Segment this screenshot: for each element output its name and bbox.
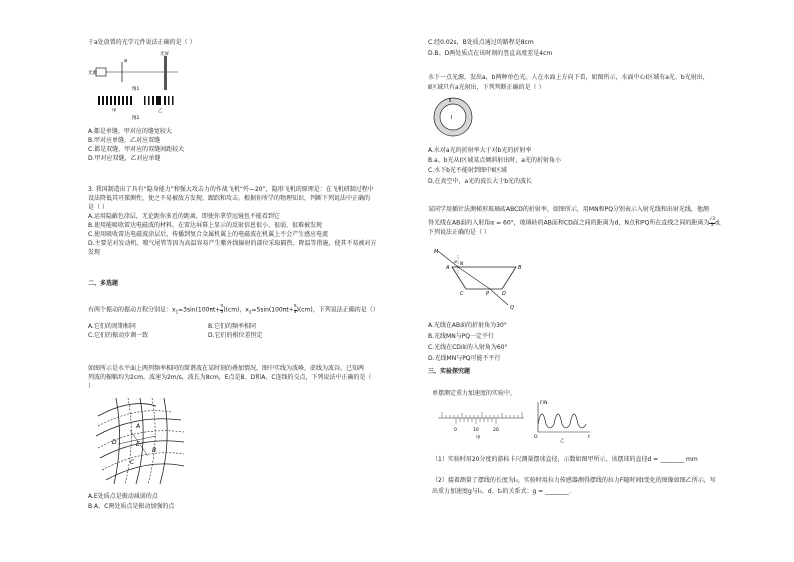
option-a: A.都是单缝，甲对应的缝宽较大 bbox=[88, 128, 172, 135]
ruler-tick-20: 20 bbox=[493, 428, 499, 433]
vernier-caliper-figure bbox=[436, 402, 526, 442]
q7-option-b: B.光线MN与PQ一定平行 bbox=[428, 333, 495, 340]
fig-label-jia: 甲 bbox=[476, 436, 481, 441]
label-a: A bbox=[446, 265, 450, 271]
label-m: M bbox=[434, 249, 439, 255]
ruler-tick-10: 10 bbox=[473, 428, 479, 433]
q5-option-d: D.B、D两处质点在该时刻的竖直高度差是4cm bbox=[428, 50, 553, 57]
q8-stem: 单摆测定重力加速度的实验中， bbox=[432, 390, 517, 397]
point-label-b: B bbox=[152, 447, 157, 454]
label-alpha: α bbox=[454, 260, 457, 265]
fringe-pattern-yi bbox=[144, 96, 174, 105]
q5-line: ） bbox=[88, 383, 95, 390]
point-label-c: C bbox=[130, 459, 135, 466]
q6-option-a: A.水对a光的折射率大于对b光的折射率 bbox=[428, 147, 532, 154]
fig1-caption: 图1 bbox=[132, 87, 140, 92]
fig2-caption: 图2 bbox=[132, 116, 140, 120]
label-p: P bbox=[486, 291, 490, 297]
axis-label-t: t bbox=[588, 435, 590, 440]
label-q: Q bbox=[510, 305, 514, 311]
q6-line: 水下一点光源，发出a、b两种单色光。人在水面上方向下看，如图所示，水面中心Ⅰ区域有a光、b光射出， bbox=[428, 74, 709, 81]
q5-line: 如图所示是水平面上两列频率相同的简谐波在某时刻的叠加情况，图中实线为波峰，虚线为波谷。已知两 bbox=[88, 365, 365, 372]
q8-part2-line2: 出重力加速度g与l₀、d、t₀的关系式：g = ________. bbox=[432, 488, 572, 495]
q6-option-d: D.在真空中，a光的波长大于b光的波长 bbox=[428, 178, 533, 185]
label-n: N bbox=[460, 262, 464, 267]
option-c: C.都是双缝，甲对应的双缝间距较大 bbox=[88, 146, 185, 153]
trapezoid-glass-figure bbox=[434, 245, 544, 317]
q3-line: 是（ ） bbox=[88, 204, 108, 211]
q6-option-c: C.水下b光不能射到图中Ⅱ区域 bbox=[428, 167, 507, 174]
water-surface-regions-figure bbox=[432, 96, 474, 138]
force-curve bbox=[538, 414, 586, 428]
q7-line: 得光线在AB面的入射角α = 60°，玻璃砖的AB面和CD面之间的距离为d，N点和PQ所在直线之间的距离为 $\frac{√3}{3}$ d， bbox=[428, 217, 725, 228]
force-time-graph bbox=[532, 398, 592, 444]
q3-option-a: A.运用隐蔽色涂层，无论距你多近的距离，即使你拿望远镜也不能看到它 bbox=[88, 213, 280, 220]
q5-line: 列波的振幅均为2cm，波速为2m/s，波长为8cm，E点是B、D和A、C连线的交点，下列说法中正确的是（ bbox=[88, 374, 372, 381]
q6-line: Ⅱ区域只有a光射出，下列判断正确的是（ ） bbox=[428, 84, 545, 91]
option-d: D.甲对应双缝，乙对应单缝 bbox=[88, 155, 161, 162]
q3-option-b: B.使用能吸收雷达电磁波的材料，在雷达屏幕上显示的反射信息很小、很弱，很难被发现 bbox=[88, 222, 323, 229]
region-i bbox=[440, 104, 466, 130]
fraction: $\frac{√3}{3}$ bbox=[709, 217, 716, 228]
q8-part1: （1）实验时用20分度的游标卡尺测量摆球直径，示数如图甲所示，该摆球的直径d = ________ mm bbox=[432, 456, 698, 463]
point-label-d: D bbox=[112, 439, 117, 446]
q4-option-d: D.它们的相位差恒定 bbox=[208, 332, 263, 339]
fringe-label-jia: 甲 bbox=[112, 109, 117, 114]
q4-option-b: B.它们的频率相同 bbox=[208, 323, 257, 330]
question-stem: 于a处放置的光学元件说法正确的是（ ） bbox=[88, 39, 196, 46]
q6-option-b: B.a、b光从Ⅰ区域某点倾斜射出时，a光的折射角小 bbox=[428, 157, 561, 164]
element-a-label: a bbox=[124, 58, 128, 64]
region-i-label: Ⅰ bbox=[451, 115, 453, 121]
optics-setup-figure bbox=[88, 50, 198, 120]
q7-option-a: A.光线在AB面的折射角为30° bbox=[428, 322, 507, 329]
option-b: B.甲对应单缝，乙对应双缝 bbox=[88, 137, 161, 144]
q3-option-c: C.使用吸收雷达电磁波涂层后，传播到复合金属机翼上的电磁波在机翼上不会产生感应电流 bbox=[88, 231, 329, 238]
label-b: B bbox=[518, 265, 522, 271]
wave-interference-figure bbox=[96, 396, 186, 486]
screen-label: 光屏 bbox=[160, 52, 169, 57]
q4-stem: 有两个振动的振动方程分别是：$x_1=3\sin(100\pi t+$ $\frac{\pi}{3}$ )(cm)，$x_2=5\sin(100\pi t+$ $\frac{\pi}{4}$ )(cm)，下列说法正确的是（） bbox=[88, 304, 379, 315]
q5-option-a: A.E处质点是振动减弱的点 bbox=[88, 493, 158, 500]
point-label-a: A bbox=[136, 423, 141, 430]
q7-option-d: D.光线MN与PQ可能不平行 bbox=[428, 355, 501, 362]
glass-trapezoid bbox=[452, 267, 516, 289]
axis-label-f: F/N bbox=[540, 401, 548, 406]
light-source-box bbox=[96, 68, 106, 76]
fringe-pattern-jia bbox=[98, 96, 132, 105]
fraction: $\frac{\pi}{4}$ bbox=[293, 304, 297, 315]
q3-option-d-cont: 发现 bbox=[88, 249, 101, 256]
label-d: D bbox=[502, 291, 506, 297]
q3-option-d: D.主要是对发动机、喷气尾管等因为高温容易产生紫外线辐射的部位采取隔热、降温等措施，使其不易被对方 bbox=[88, 240, 377, 247]
label-c: C bbox=[460, 291, 464, 297]
q7-line: 下列说法正确的是（ ） bbox=[428, 229, 490, 236]
light-source-label: 光源 bbox=[88, 71, 97, 76]
fig-label-yi: 乙 bbox=[560, 439, 565, 444]
ruler-tick-0: 0 bbox=[454, 428, 457, 433]
q4-option-c: C.它们的振动步调一致 bbox=[88, 332, 149, 339]
q5-option-b: B.A、C两处质点是振动加强的点 bbox=[88, 503, 175, 510]
screen-bar bbox=[164, 56, 167, 90]
q8-part2-line1: （2）接着测量了摆线的长度为l₀，实验时用拉力传感器测得摆线的拉力F随时间t变化的图像如图乙所示，写 bbox=[432, 477, 716, 484]
q5-option-c: C.经0.02s，B处质点通过的路程是8cm bbox=[428, 39, 534, 46]
point-label-e: E bbox=[136, 441, 140, 448]
axis-label-o: O bbox=[534, 435, 538, 440]
q4-option-a: A.它们的周期相同 bbox=[88, 323, 136, 330]
q3-line: 设法降低其可探测性，使之不易被敌方发现、跟踪和攻击。根据你所学的物理知识，判断下列说法中正确的 bbox=[88, 195, 371, 202]
q3-line: 3. 我国制造出了具有“隐身能力”和强大攻击力的作战飞机“歼—20”，隐形飞机的原理是：在飞机研制过程中 bbox=[88, 186, 374, 193]
region-ii-label: Ⅱ bbox=[449, 99, 452, 104]
section-heading-multiple-choice: 二、多选题 bbox=[88, 280, 119, 287]
section-heading-experiment: 三、实验探究题 bbox=[428, 368, 471, 375]
q7-line: 某同学用插针法测梯形玻璃砖ABCD的折射率，如图所示，用MN和PQ分别表示入射光线和出射光线，他测 bbox=[428, 206, 709, 213]
q7-option-c: C.光线在CD面的入射角为60° bbox=[428, 344, 508, 351]
fringe-label-yi: 乙 bbox=[158, 109, 163, 114]
fraction: $\frac{\pi}{3}$ bbox=[220, 304, 224, 315]
